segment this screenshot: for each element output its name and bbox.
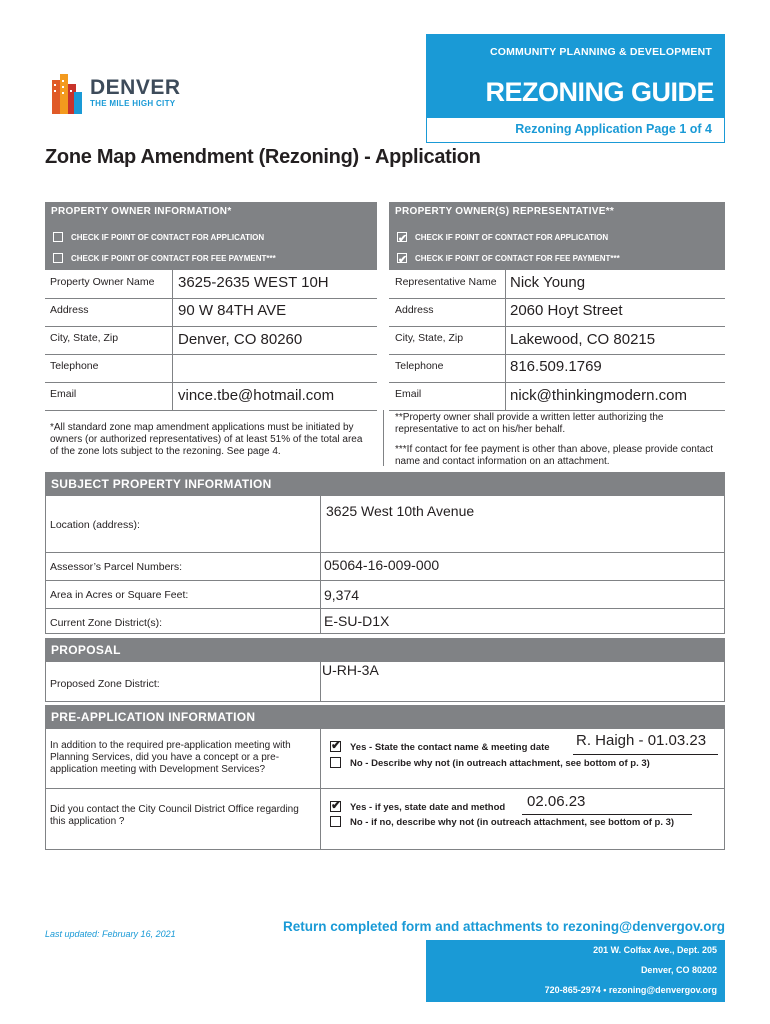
parcel-label: Assessor’s Parcel Numbers: xyxy=(50,561,183,573)
divider xyxy=(45,552,725,553)
representative-heading: PROPERTY OWNER(S) REPRESENTATIVE** xyxy=(395,206,615,217)
address-line-2: Denver, CO 80202 xyxy=(640,965,717,975)
q1-yes-line xyxy=(573,754,718,755)
divider xyxy=(389,354,725,355)
page-title: Zone Map Amendment (Rezoning) - Application xyxy=(45,146,481,168)
rep-name-label: Representative Name xyxy=(395,276,497,288)
proposal-heading: PROPOSAL xyxy=(45,638,725,662)
owner-phone-label: Telephone xyxy=(50,360,99,372)
header-box xyxy=(426,34,725,143)
divider xyxy=(45,788,725,789)
q2-yes-field[interactable]: 02.06.23 xyxy=(527,793,586,810)
q1-no-label: No - Describe why not (in outreach attachment, see bottom of p. 3) xyxy=(350,758,650,769)
owner-address-label: Address xyxy=(50,304,89,316)
guide-title: REZONING GUIDE xyxy=(485,77,714,107)
preapp-divider xyxy=(320,729,321,850)
q1-yes-checkbox[interactable] xyxy=(330,741,341,752)
rep-fee-check-label: CHECK IF POINT OF CONTACT FOR FEE PAYMENT*** xyxy=(415,254,620,263)
rep-address-label: Address xyxy=(395,304,434,316)
owner-email-field[interactable]: vince.tbe@hotmail.com xyxy=(178,387,335,404)
area-field[interactable]: 9,374 xyxy=(324,587,360,603)
address-line-1: 201 W. Colfax Ave., Dept. 205 xyxy=(593,945,717,955)
q1-yes-field[interactable]: R. Haigh - 01.03.23 xyxy=(576,732,707,749)
rep-contact-check-row[interactable] xyxy=(397,228,608,248)
owner-contact-check-label: CHECK IF POINT OF CONTACT FOR APPLICATION xyxy=(71,233,265,242)
subject-heading: SUBJECT PROPERTY INFORMATION xyxy=(45,472,725,496)
proposal-divider xyxy=(320,662,321,702)
owner-fee-checkbox[interactable] xyxy=(53,253,63,263)
q2-no-checkbox[interactable] xyxy=(330,816,341,827)
rep-address-field[interactable]: 2060 Hoyt Street xyxy=(510,302,623,319)
rep-contact-checkbox[interactable] xyxy=(397,232,407,242)
preapp-heading: PRE-APPLICATION INFORMATION xyxy=(45,705,725,729)
divider xyxy=(45,410,377,411)
divider xyxy=(45,326,377,327)
representative-note-2: ***If contact for fee payment is other than above, please provide contact name and contact information on an attachment. xyxy=(395,444,713,467)
q1-no-option[interactable] xyxy=(330,758,650,769)
return-instructions: Return completed form and attachments to rezoning@denvergov.org xyxy=(283,919,725,934)
divider xyxy=(45,382,377,383)
rep-city-label: City, State, Zip xyxy=(395,332,464,344)
current-zone-label: Current Zone District(s): xyxy=(50,617,163,629)
representative-header-panel xyxy=(389,202,725,270)
owner-field-divider xyxy=(172,270,173,410)
proposed-zone-field[interactable]: U-RH-3A xyxy=(322,662,379,678)
current-zone-field[interactable]: E-SU-D1X xyxy=(324,613,390,629)
location-field[interactable]: 3625 West 10th Avenue xyxy=(326,503,475,519)
rep-fee-check-row[interactable] xyxy=(397,249,620,269)
owner-email-label: Email xyxy=(50,388,77,400)
owner-fee-check-row[interactable] xyxy=(53,249,276,269)
divider xyxy=(389,382,725,383)
notes-divider xyxy=(383,410,384,466)
rep-name-field[interactable]: Nick Young xyxy=(510,274,586,291)
logo-wordmark: DENVER xyxy=(90,76,181,99)
q2-no-option[interactable] xyxy=(330,817,674,828)
owner-heading: PROPERTY OWNER INFORMATION* xyxy=(51,206,232,217)
divider xyxy=(45,298,377,299)
q2-yes-label: Yes - if yes, state date and method xyxy=(350,802,506,813)
parcel-field[interactable]: 05064-16-009-000 xyxy=(324,557,440,573)
owner-header-panel xyxy=(45,202,377,270)
divider xyxy=(389,326,725,327)
rep-fee-checkbox[interactable] xyxy=(397,253,407,263)
owner-note: *All standard zone map amendment applications must be initiated by owners (or authorized representatives) of at least 51% of the total area of the zone lots subject to the rezoning. See page 4. xyxy=(50,422,363,457)
owner-name-label: Property Owner Name xyxy=(50,276,155,288)
logo-tagline: THE MILE HIGH CITY xyxy=(90,99,176,108)
proposed-zone-label: Proposed Zone District: xyxy=(50,678,160,690)
subject-divider xyxy=(320,496,321,634)
q1-no-checkbox[interactable] xyxy=(330,757,341,768)
divider xyxy=(45,608,725,609)
owner-contact-check-row[interactable] xyxy=(53,228,264,248)
denver-logo-mark-icon xyxy=(52,74,82,114)
preapp-question-1: In addition to the required pre-application meeting with Planning Services, did you have a concept or a pre-application meeting with Development Services? xyxy=(50,740,291,775)
rep-email-label: Email xyxy=(395,388,422,400)
divider xyxy=(45,354,377,355)
representative-note-1: **Property owner shall provide a written letter authorizing the representative to act on his/her behalf. xyxy=(395,412,664,435)
rep-city-field[interactable]: Lakewood, CO 80215 xyxy=(510,331,656,348)
divider xyxy=(45,580,725,581)
owner-address-field[interactable]: 90 W 84TH AVE xyxy=(178,302,287,319)
page-label: Rezoning Application Page 1 of 4 xyxy=(515,122,712,136)
area-label: Area in Acres or Square Feet: xyxy=(50,589,189,601)
divider xyxy=(389,298,725,299)
rep-phone-field[interactable]: 816.509.1769 xyxy=(510,358,602,375)
rep-phone-label: Telephone xyxy=(395,360,444,372)
q1-yes-label: Yes - State the contact name & meeting date xyxy=(350,742,550,753)
last-updated: Last updated: February 16, 2021 xyxy=(45,929,176,939)
owner-city-field[interactable]: Denver, CO 80260 xyxy=(178,331,303,348)
q2-yes-line xyxy=(522,814,692,815)
header-banner xyxy=(427,35,724,118)
owner-contact-checkbox[interactable] xyxy=(53,232,63,242)
contact-address-box xyxy=(426,940,725,1002)
divider xyxy=(389,410,725,411)
location-label: Location (address): xyxy=(50,519,140,531)
subject-property-section xyxy=(45,472,725,634)
rep-contact-check-label: CHECK IF POINT OF CONTACT FOR APPLICATION xyxy=(415,233,609,242)
denver-logo xyxy=(52,74,192,114)
department-name: COMMUNITY PLANNING & DEVELOPMENT xyxy=(489,46,712,58)
q2-yes-checkbox[interactable] xyxy=(330,801,341,812)
rep-email-field[interactable]: nick@thinkingmodern.com xyxy=(510,387,687,404)
owner-name-field[interactable]: 3625-2635 WEST 10H xyxy=(178,274,329,291)
q2-no-label: No - if no, describe why not (in outreach attachment, see bottom of p. 3) xyxy=(350,817,675,828)
owner-fee-check-label: CHECK IF POINT OF CONTACT FOR FEE PAYMENT*** xyxy=(71,254,276,263)
contact-line: 720-865-2974 • rezoning@denvergov.org xyxy=(544,985,717,995)
rep-field-divider xyxy=(505,270,506,410)
preapp-question-2: Did you contact the City Council District Office regarding this application ? xyxy=(50,804,299,827)
q1-yes-option[interactable] xyxy=(330,742,550,753)
owner-city-label: City, State, Zip xyxy=(50,332,119,344)
q2-yes-option[interactable] xyxy=(330,802,505,813)
